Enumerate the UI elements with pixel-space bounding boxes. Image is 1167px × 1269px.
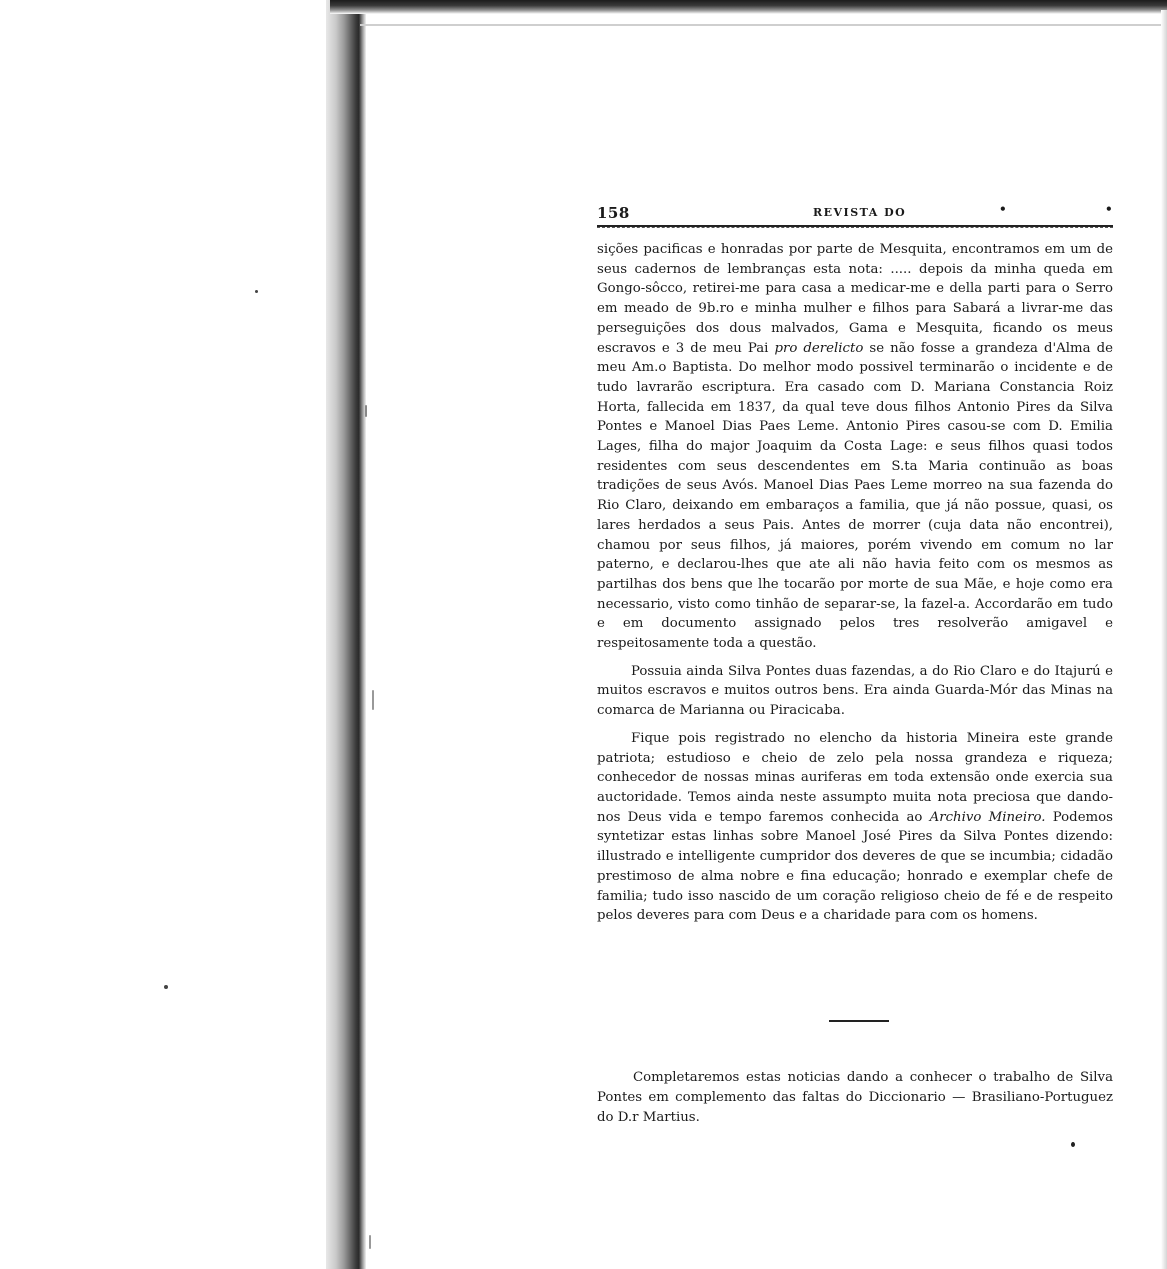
body-text [597,240,1113,926]
paragraph-text: sições pacificas e honradas por parte de Mesquita, encontramos em um de seus cadernos de lembranças esta nota: ..... depois da minha queda em Gongo-sôcco, retirei-me para casa a medicar-me e della parti para o Serro em meado de 9b.ro e minha mulher e filhos para Sabará a livrar-me das perseguições dos dous malvados, Gama e Mesquita, ficando os meus escravos e 3 de meu Pai [597,242,1113,356]
page-header [597,200,1113,222]
paragraph-text: se não fosse a grandeza d'Alma de meu Am.o Baptista. Do melhor modo possivel terminarão o incidente e de tudo lavrarão escriptura. Era casado com D. Mariana Constancia Roiz Horta, fallecida em 1837, da qual teve dous filhos Antonio Pires da Silva Pontes e Manoel Dias Paes Leme. Antonio Pires casou-se com D. Emilia Lages, filha do major Joaquim da Costa Lage: e seus filhos quasi todos residentes com seus descendentes em S.ta Maria continuão as boas tradições de seus Avós. Manoel Dias Paes Leme morreo na sua fazenda do Rio Claro, deixando em embaraços a familia, que já não possue, quasi, os lares herdados a seus Pais. Antes de morrer (cuja data não encontrei), chamou por seus filhos, já maiores, porém vivendo em comum no lar paterno, e declarou-lhes que ate ali não havia feito com os mesmos as partilhas dos bens que lhe tocarão por morte de sua Mãe, e hoje como era necessario, visto como tinhão de separar-se, la fazel-a. Accordarão em tudo e em documento assignado pelos tres resolverão amigavel e respeitosamente toda a questão. [597,340,1113,652]
page-right-edge [1161,10,1167,1269]
page-speck [365,405,367,417]
right-page [597,200,1113,934]
page-speck [255,290,258,293]
paragraph [597,729,1113,926]
page-number: 158 [597,204,630,222]
page-top-edge-rule [360,24,1167,26]
closing-note: Completaremos estas noticias dando a conhecer o trabalho de Silva Pontes em complemento das faltas do Diccionario — Brasiliano-Portuguez do D.r Martius. [597,1070,1113,1125]
paragraph [597,240,1113,654]
paragraph [597,662,1113,721]
book-gutter [326,0,366,1269]
paragraph-text: Podemos syntetizar estas linhas sobre Manoel José Pires da Silva Pontes dizendo: illustrado e intelligente cumpridor dos deveres de que se incumbia; cidadão prestimoso de alma nobre e fina educação; honrado e exemplar chefe de familia; tudo isso nascido de um coração religioso cheio de fé e de respeito pelos deveres para com Deus e a charidade para com os homens. [597,809,1113,924]
header-mark: • [1105,202,1114,216]
header-mark: • [999,202,1008,216]
page-top-edge [330,0,1167,14]
page-speck [1071,1142,1075,1147]
header-rule [597,225,1113,228]
running-title: REVISTA DO [813,206,907,219]
page-speck [369,1235,371,1249]
paragraph-text: Fique pois registrado no elencho da historia Mineira este grande patriota; estudioso e cheio de zelo pela nossa grandeza e riqueza; conhecedor de nossas minas auriferas em toda extensão onde exercia sua auctoridade. Temos ainda neste assumpto muita nota preciosa que dando-nos Deus vida e tempo faremos conhecida ao [597,730,1113,825]
section-separator [829,1020,889,1022]
page-speck [372,690,374,710]
paragraph-text: Possuia ainda Silva Pontes duas fazendas, a do Rio Claro e do Itajurú e muitos escravos e muitos outros bens. Era ainda Guarda-Mór das Minas na comarca de Marianna ou Piracicaba. [597,663,1113,719]
page-speck [164,985,168,989]
left-page [0,0,330,1269]
journal-title: Archivo Mineiro. [929,809,1046,825]
latin-phrase: pro derelicto [774,340,864,356]
